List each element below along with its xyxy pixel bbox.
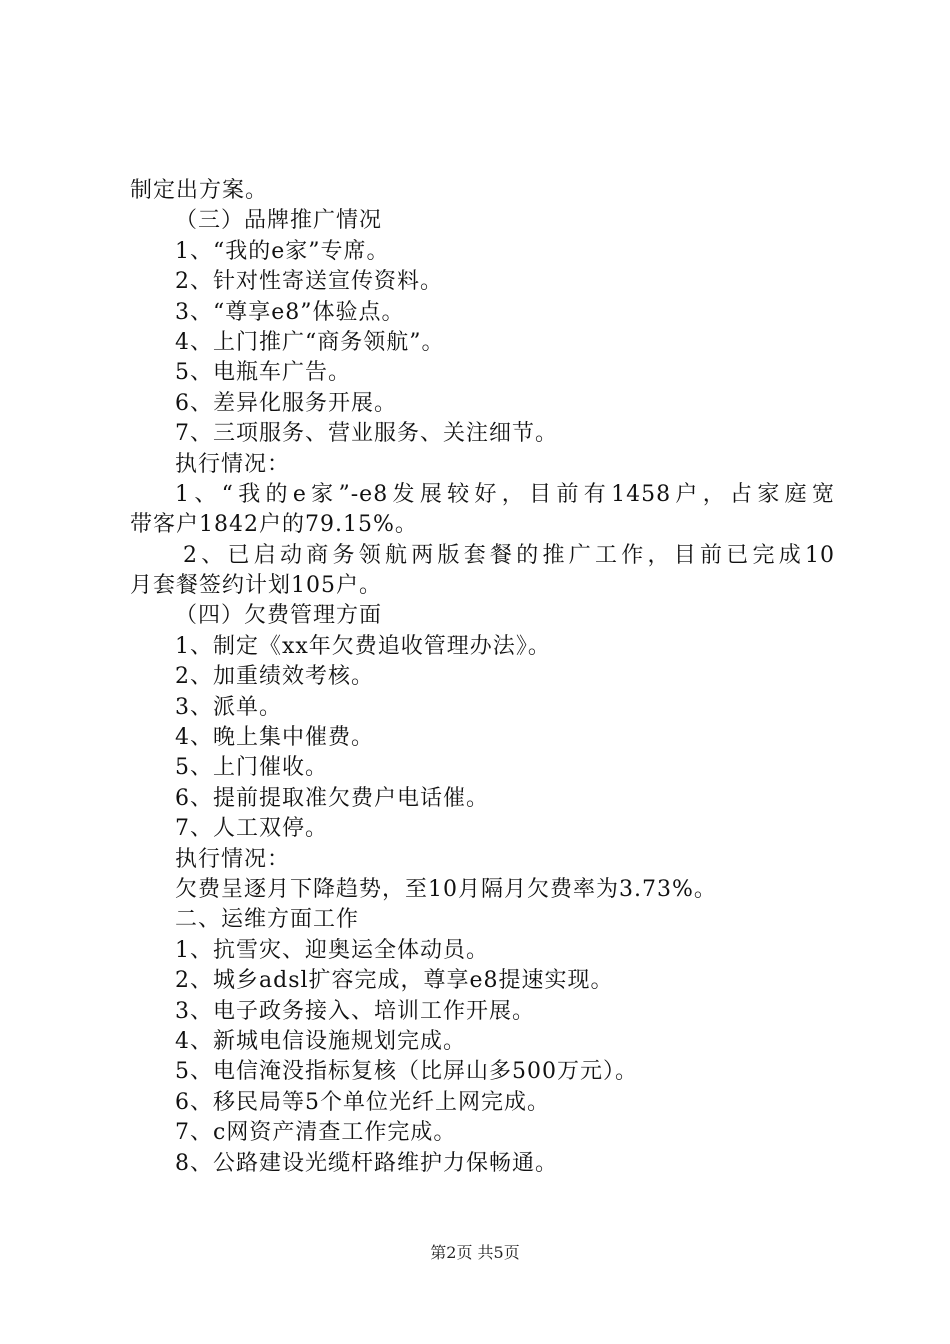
list-item: 6、移民局等5个单位光纤上网完成。: [175, 1089, 550, 1115]
list-item: 2、已启动商务领航两版套餐的推广工作，目前已完成10: [183, 542, 835, 568]
list-item: 1、制定《xx年欠费追收管理办法》。: [175, 633, 551, 659]
list-item: 6、提前提取准欠费户电话催。: [175, 785, 489, 811]
list-item: 2、城乡adsl扩容完成，尊享e8提速实现。: [175, 968, 614, 994]
list-item: 3、派单。: [175, 694, 282, 720]
list-item: 4、晚上集中催费。: [175, 725, 374, 751]
subheading: 执行情况：: [175, 451, 291, 477]
list-item: 7、人工双停。: [175, 816, 328, 842]
list-item: 2、加重绩效考核。: [175, 664, 374, 690]
list-item: 5、电瓶车广告。: [175, 360, 351, 386]
list-item: 4、上门推广“商务领航”。: [175, 329, 445, 355]
text-line: 带客户1842户的79.15%。: [130, 512, 418, 538]
section-heading: （三）品牌推广情况: [175, 208, 383, 234]
page-footer: 第2页 共5页: [430, 1243, 520, 1262]
list-item: 8、公路建设光缆杆路维护力保畅通。: [175, 1150, 558, 1176]
text-line: 欠费呈逐月下降趋势，至10月隔月欠费率为3.73%。: [175, 876, 717, 902]
list-item: 7、c网资产清查工作完成。: [175, 1120, 457, 1146]
section-heading: 二、运维方面工作: [175, 907, 360, 933]
text-line: 制定出方案。: [130, 178, 269, 203]
list-item: 3、“尊享e8”体验点。: [175, 299, 405, 325]
document-body: [130, 176, 835, 1179]
list-item: 2、针对性寄送宣传资料。: [175, 269, 443, 295]
subheading: 执行情况：: [175, 846, 291, 872]
list-item: 1、“我的e家”专席。: [175, 238, 390, 264]
text-line: 月套餐签约计划105户。: [130, 573, 382, 599]
list-item: 5、电信淹没指标复核（比屏山多500万元）。: [175, 1059, 638, 1085]
list-item: 1、“我的e家”-e8发展较好，目前有1458户，占家庭宽: [175, 481, 835, 507]
list-item: 5、上门催收。: [175, 755, 328, 781]
list-item: 1、抗雪灾、迎奥运全体动员。: [175, 937, 489, 963]
section-heading: （四）欠费管理方面: [175, 603, 383, 629]
list-item: 7、三项服务、营业服务、关注细节。: [175, 421, 558, 447]
list-item: 4、新城电信设施规划完成。: [175, 1028, 466, 1054]
list-item: 6、差异化服务开展。: [175, 390, 397, 416]
list-item: 3、电子政务接入、培训工作开展。: [175, 998, 535, 1024]
